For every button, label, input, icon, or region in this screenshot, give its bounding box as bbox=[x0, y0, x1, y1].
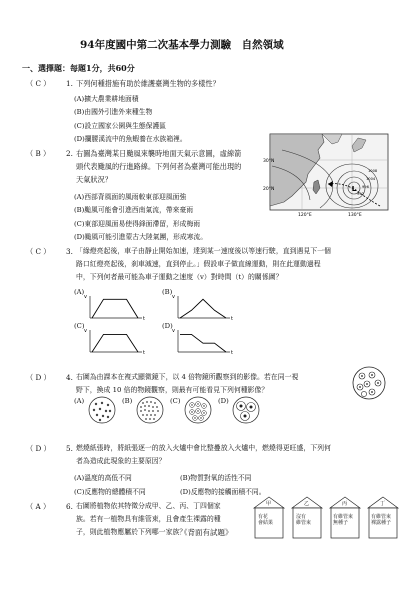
house-ding-text: 有維管束 裸露種子 bbox=[371, 514, 392, 526]
q1-number: 1. bbox=[66, 79, 73, 88]
q5-answer: （ D ） bbox=[26, 444, 51, 453]
q2-number: 2. bbox=[66, 149, 73, 158]
velocity-curve bbox=[180, 334, 226, 352]
q3-answer: （ C ） bbox=[26, 247, 51, 256]
q4-stem-line2: 野下，換成 10 倍的物鏡觀察，則最有可能看見下列何種影像？ bbox=[76, 386, 269, 394]
q4-option-b-image bbox=[136, 396, 164, 424]
q1-stem: 下列何種措施有助於維護臺灣生物的多樣性？ bbox=[76, 79, 220, 88]
q1-option-a: (A)擴大農業耕地面積 bbox=[74, 95, 139, 103]
q2-option-b: (B)颱風可能會引進西南氣流，帶來豪雨 bbox=[74, 206, 194, 214]
lat-label-20n: 20°N bbox=[263, 187, 275, 192]
y-axis-label: v bbox=[172, 328, 175, 334]
isobar-label-1: 1008 bbox=[368, 169, 378, 173]
q4-option-a-image bbox=[88, 396, 116, 424]
y-axis-label: v bbox=[84, 328, 87, 334]
y-axis-label: v bbox=[172, 294, 175, 300]
q3-stem-line2: 路口紅燈亮起後，刹車減速，直到停止。」假設車子做直線運動，則在此運動過程 bbox=[76, 260, 321, 268]
house-jia-text: 有花 會結果 bbox=[258, 514, 274, 526]
isobar-label-2: 1004 bbox=[366, 177, 376, 181]
q6-number: 6. bbox=[66, 502, 73, 511]
q3-graph-c-label: (C) bbox=[74, 322, 85, 330]
velocity-curve bbox=[180, 299, 226, 318]
q3-graph-d-label: (D) bbox=[162, 322, 173, 330]
q2-option-d: (D)颱風可能引進蒙古大陸氣團，形成寒流。 bbox=[74, 233, 208, 241]
q4-number: 4. bbox=[66, 373, 73, 382]
q2-answer: （ B ） bbox=[26, 149, 51, 158]
weather-map bbox=[262, 130, 392, 218]
q2-stem-line2: 頭代表颱風的行進路線。下列何者為臺灣可能出現的 bbox=[76, 162, 242, 171]
q6-answer: （ A ） bbox=[26, 502, 51, 511]
q3-graph-b-label: (B) bbox=[162, 288, 173, 296]
house-ding bbox=[366, 496, 400, 540]
typhoon-center-label: L bbox=[351, 185, 357, 193]
q2-option-a: (A)西部背風面的風雨較東部迎風面強 bbox=[74, 193, 187, 201]
q2-option-c: (C)東部迎風面易使得鋒面滯留，形成梅雨 bbox=[74, 220, 201, 228]
q3-stem-line3: 中，下列何者最可能為車子運動之速度（v）對時間（t）的關係圖？ bbox=[76, 273, 283, 281]
q4-option-c-image bbox=[184, 396, 212, 424]
plant-family-houses bbox=[252, 496, 402, 540]
q1-answer: （ C ） bbox=[26, 79, 51, 88]
page-title: 94年度國中第二次基本學力測驗 自然領域 bbox=[80, 39, 284, 51]
velocity-curve bbox=[92, 334, 138, 352]
isobar-label-4: 992 bbox=[357, 192, 364, 196]
q3-number: 3. bbox=[66, 247, 73, 256]
house-bing bbox=[328, 496, 362, 540]
q1-option-c: (C)設立國家公園與生態保護區 bbox=[74, 122, 167, 130]
house-yi-text: 沒有 維管束 bbox=[296, 514, 312, 526]
q6-stem-line2: 族。若有一植物具有維管束，且會產生裸露的種 bbox=[76, 515, 221, 523]
q4-stem-line1: 右圖為由課本在複式顯微鏡下，以 4 倍物鏡所觀察到的影像。若在同一視 bbox=[76, 373, 299, 381]
x-axis-label: t bbox=[231, 350, 233, 356]
house-ding-name: 丁 bbox=[380, 501, 386, 507]
house-jia-name: 甲 bbox=[266, 501, 272, 507]
lat-label-30n: 30°N bbox=[263, 159, 275, 164]
lon-label-130e: 130°E bbox=[348, 213, 362, 218]
q5-stem-line2: 者為造成此現象的主要原因？ bbox=[76, 457, 166, 465]
house-yi bbox=[290, 496, 324, 540]
q5-number: 5. bbox=[66, 444, 73, 453]
isobar-label-3: 996 bbox=[362, 185, 369, 189]
q5-stem-line1: 燃燒紙張時，將紙張逐一的放入火爐中會比整疊放入火爐中，燃燒得更旺盛，下列何 bbox=[76, 444, 331, 452]
q6-stem-line3: 子，則此植物應屬於下列哪一家族？ bbox=[76, 528, 187, 536]
x-axis-label: t bbox=[231, 316, 233, 322]
x-axis-label: t bbox=[143, 350, 145, 356]
y-axis-label: v bbox=[84, 294, 87, 300]
q5-option-c: (C)反應物的總體積不同 bbox=[74, 488, 146, 496]
q4-answer: （ D ） bbox=[26, 373, 51, 382]
lon-label-120e: 120°E bbox=[298, 213, 312, 218]
q4-option-a-label: (A) bbox=[74, 397, 85, 405]
velocity-curve bbox=[92, 299, 138, 318]
q5-option-d: (D)反應物的接觸面積不同。 bbox=[180, 488, 266, 496]
q3-graph-a-label: (A) bbox=[74, 288, 85, 296]
house-bing-text: 有維管束 無種子 bbox=[333, 514, 354, 526]
section-heading: 一、選擇題：每題1分，共60分 bbox=[22, 63, 135, 73]
house-bing-name: 丙 bbox=[342, 501, 348, 507]
q3-stem-line1: 「綠燈亮起後，車子由靜止開始加速，達到某一速度後以等速行駛，直到遇見下一個 bbox=[76, 247, 331, 255]
q4-option-b-label: (B) bbox=[122, 397, 133, 405]
q4-option-d-label: (D) bbox=[218, 397, 229, 405]
q3-graph-b bbox=[172, 292, 236, 322]
q1-option-b: (B)由國外引進外來種生物 bbox=[74, 108, 153, 116]
q3-graph-c bbox=[84, 326, 148, 356]
q4-option-c-label: (C) bbox=[170, 397, 181, 405]
house-yi-name: 乙 bbox=[304, 501, 310, 507]
q6-stem-line1: 右圖將植物依其特徵分成甲、乙、丙、丁四個家 bbox=[76, 502, 221, 510]
q2-stem-line1: 右圖為臺灣某日颱風來襲時地面天氣示意圖，虛線箭 bbox=[76, 149, 242, 158]
q1-option-d: (D)攔腰溪流中的魚蝦養在水族箱裡。 bbox=[74, 135, 187, 143]
q3-graph-a bbox=[84, 292, 148, 322]
footer-note: 《背面有試題》 bbox=[180, 528, 233, 537]
q3-graph-d bbox=[172, 326, 236, 356]
q2-stem-line3: 天氣狀況？ bbox=[76, 175, 112, 184]
q5-option-a: (A)溫度的高低不同 bbox=[74, 474, 132, 482]
q5-option-b: (B)物質對氧的活性不同 bbox=[180, 474, 252, 482]
q4-option-d-image bbox=[232, 396, 260, 424]
house-jia bbox=[252, 496, 286, 540]
x-axis-label: t bbox=[143, 316, 145, 322]
microscope-reference-view bbox=[352, 366, 386, 400]
